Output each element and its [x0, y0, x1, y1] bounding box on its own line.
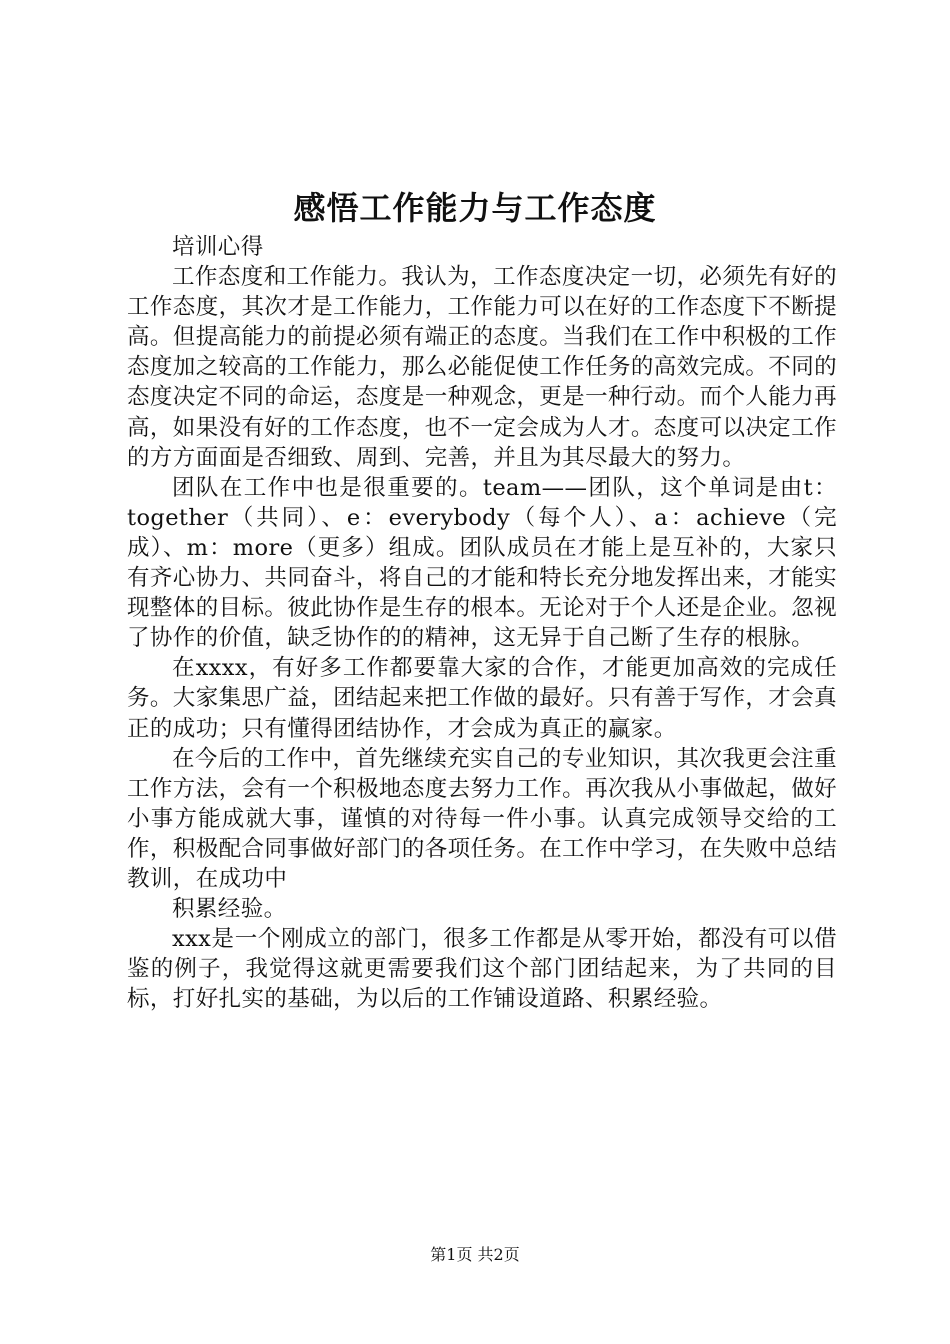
paragraph-subtitle: 培训心得 — [172, 234, 264, 260]
paragraph-future-work: 在今后的工作中，首先继续充实自己的专业知识，其次我更会注重工作方法，会有一个积极地态度去努力工作。再次我从小事做起，做好小事方能成就大事，谨慎的对待每一件小事。认真完成领导交给的工作，积极配合同事做好部门的各项任务。在工作中学习，在失败中总结教训，在成功中 — [127, 745, 837, 892]
paragraph-teamwork: 团队在工作中也是很重要的。team——团队，这个单词是由t：together（共同）、e：everybody（每个人）、a：achieve（完成）、m：more（更多）组成。团队成员在才能上是互补的，大家只有齐心协力、共同奋斗，将自己的才能和特长充分地发挥出来，才能实现整体的目标。彼此协作是生存的根本。无论对于个人还是企业。忽视了协作的价值，缺乏协作的的精神，这无异于自己断了生存的根脉。 — [127, 474, 837, 652]
paragraph-attitude-ability: 工作态度和工作能力。我认为，工作态度决定一切，必须先有好的工作态度，其次才是工作能力，工作能力可以在好的工作态度下不断提高。但提高能力的前提必须有端正的态度。当我们在工作中积极的工作态度加之较高的工作能力，那么必能促使工作任务的高效完成。不同的态度决定不同的命运，态度是一种观念，更是一种行动。而个人能力再高，如果没有好的工作态度，也不一定会成为人才。态度可以决定工作的方方面面是否细致、周到、完善，并且为其尽最大的努力。 — [127, 264, 837, 471]
paragraph-new-department: xxx是一个刚成立的部门，很多工作都是从零开始，都没有可以借鉴的例子，我觉得这就更需要我们这个部门团结起来，为了共同的目标，打好扎实的基础，为以后的工作铺设道路、积累经验。 — [127, 926, 837, 1013]
page-number-footer: 第1页 共2页 — [430, 1245, 520, 1264]
paragraph-cooperation: 在xxxx，有好多工作都要靠大家的合作，才能更加高效的完成任务。大家集思广益，团结起来把工作做的最好。只有善于写作，才会真正的成功；只有懂得团结协作，才会成为真正的赢家。 — [127, 655, 837, 742]
paragraph-experience: 积累经验。 — [172, 896, 287, 923]
document-title: 感悟工作能力与工作态度 — [293, 189, 657, 227]
document-body — [127, 232, 837, 1014]
